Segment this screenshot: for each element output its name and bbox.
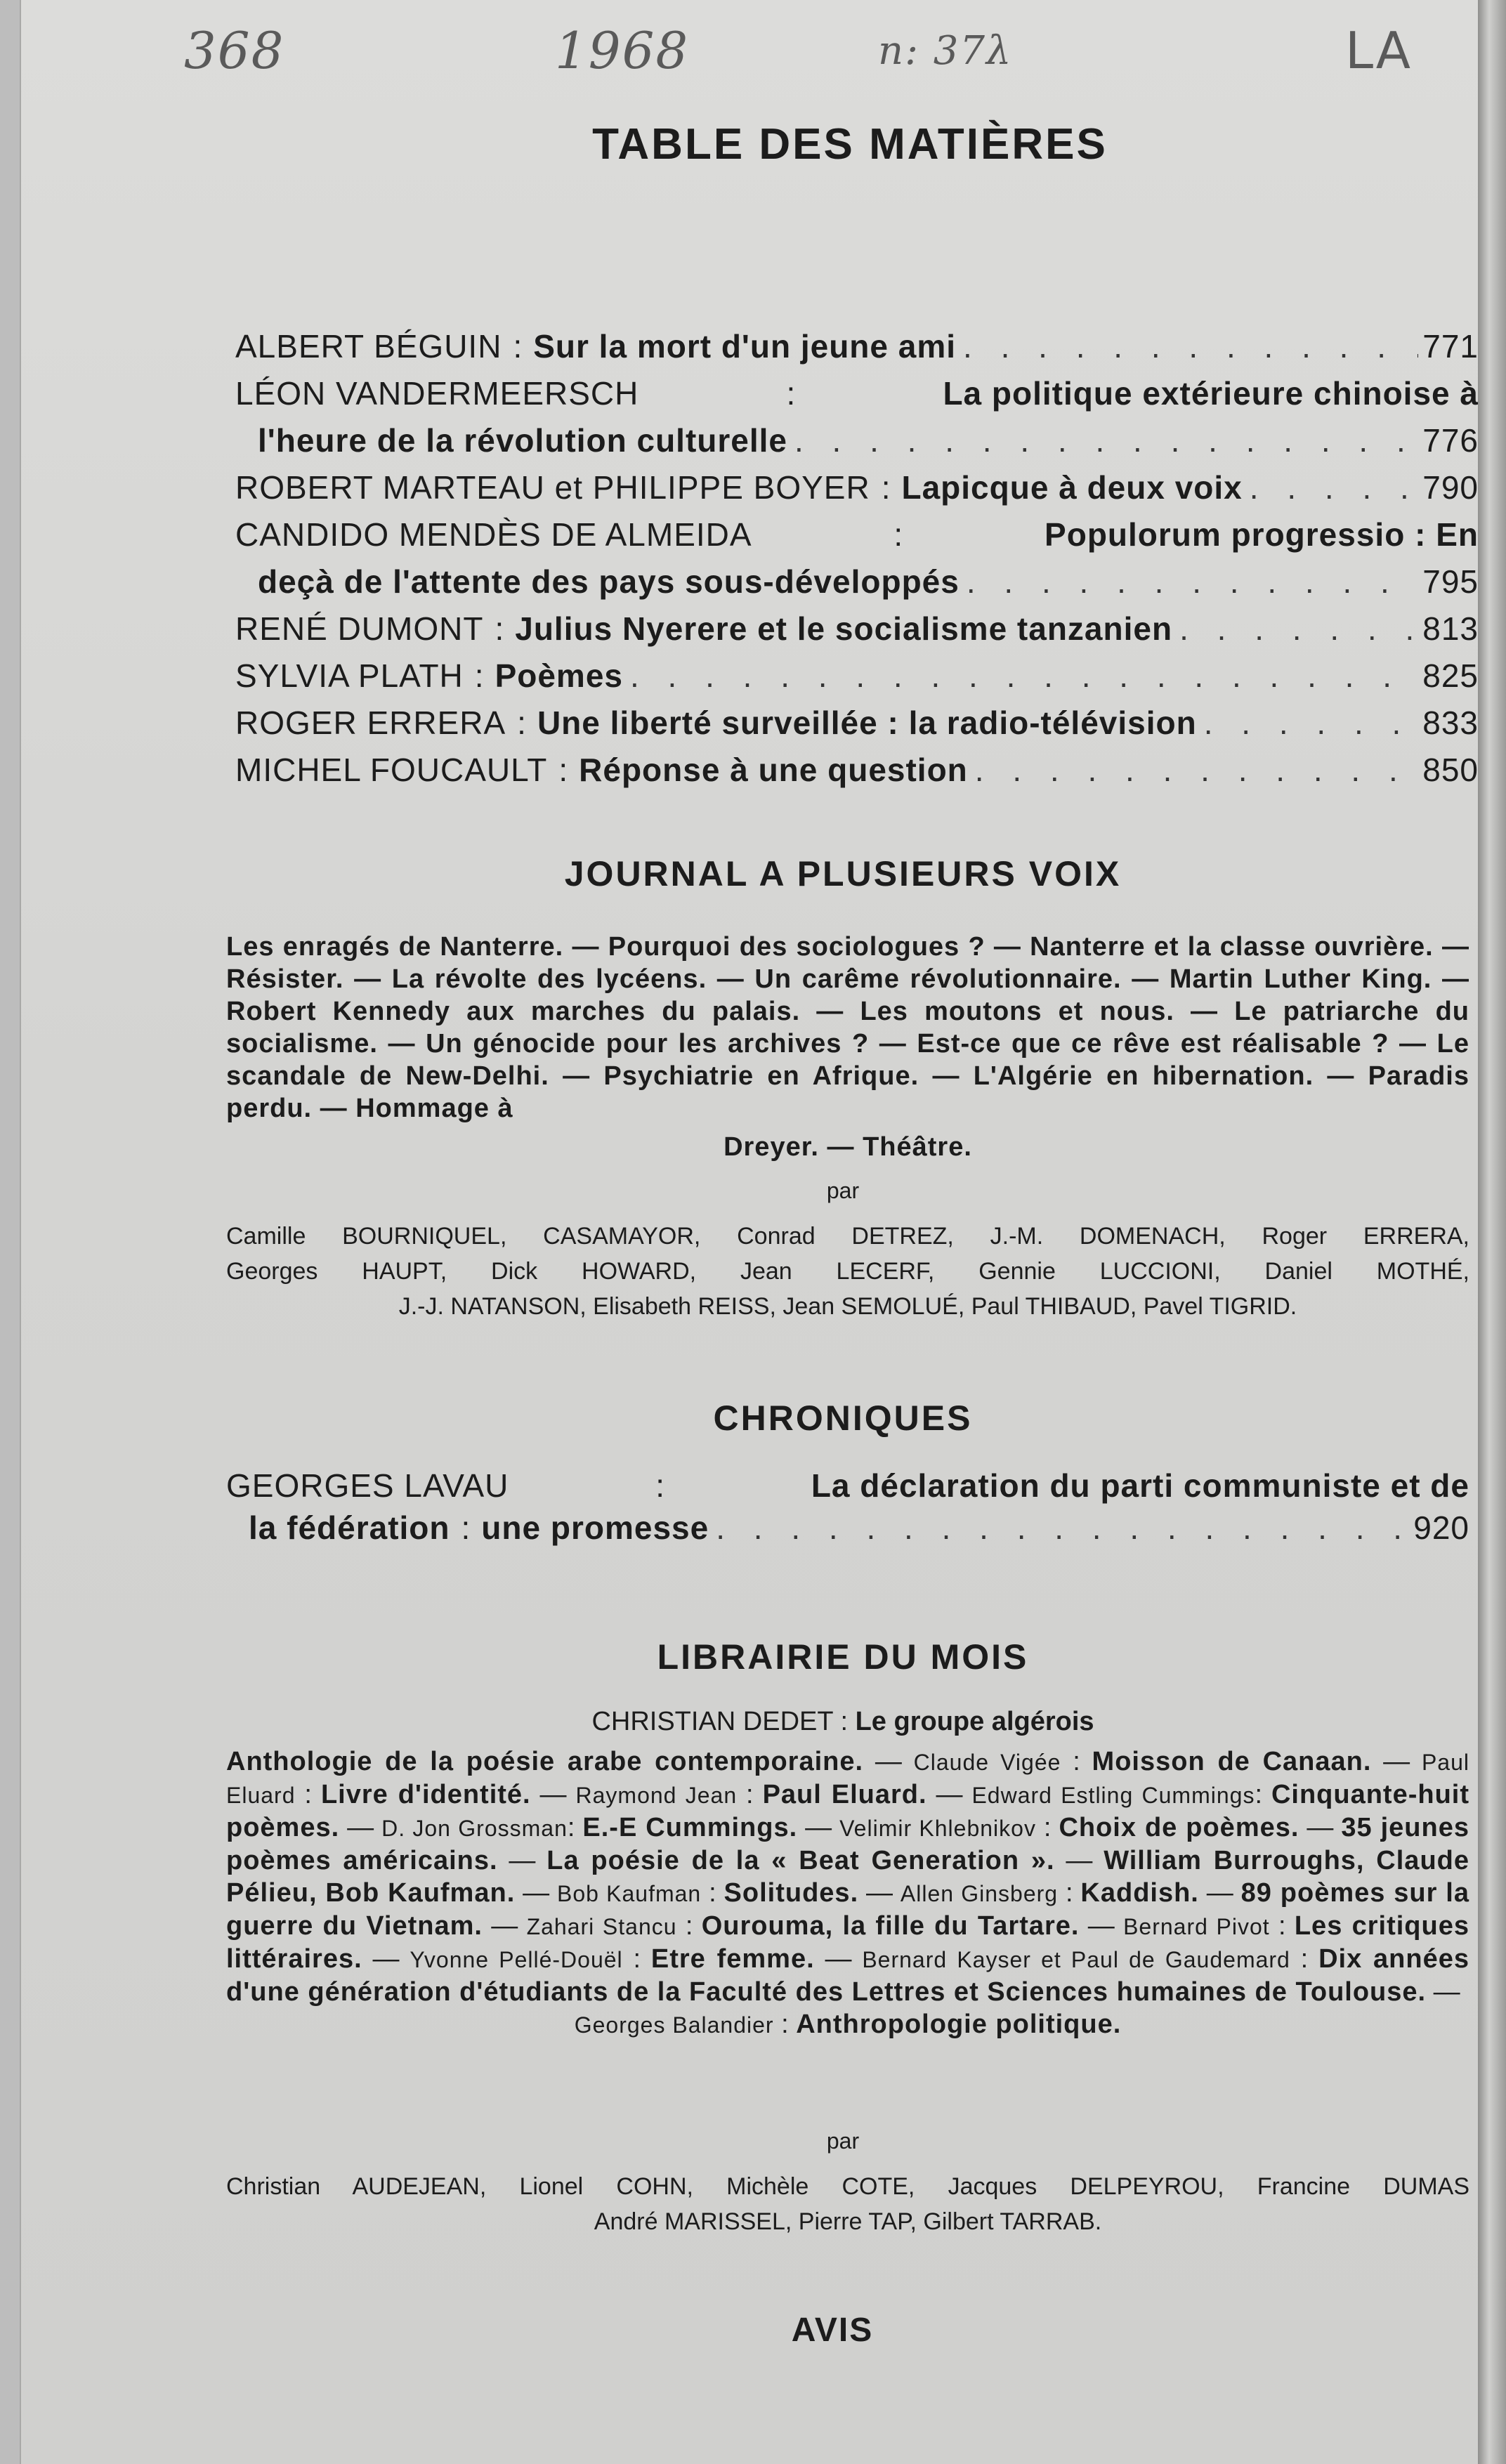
review-title: E.-E Cummings. (582, 1813, 798, 1842)
librairie-lead-title: Le groupe algérois (855, 1707, 1094, 1736)
toc-entry[interactable]: ROGER ERRERA : Une liberté surveillée : la radio-télévision . . . 833 (235, 700, 1479, 747)
review-title: Anthropologie politique. (796, 2010, 1122, 2039)
toc-entry[interactable]: CANDIDO MENDÈS DE ALMEIDA : Populorum progressio : En deçà de l'attente des pays sous-développés . . . 795 (235, 511, 1479, 605)
avis-heading: AVIS (791, 2312, 874, 2349)
toc-author: LÉON VANDERMEERSCH (235, 375, 639, 412)
review-title: 35 jeunes poèmes américains. (226, 1813, 1469, 1875)
review-author: Raymond Jean (575, 1783, 738, 1808)
journal-heading: JOURNAL A PLUSIEURS VOIX (564, 854, 1122, 893)
librairie-contributors-line: André MARISSEL, Pierre TAP, Gilbert TARRAB. (594, 2208, 1102, 2235)
toc-entry[interactable]: ALBERT BÉGUIN : Sur la mort d'un jeune ami . . . 771 (235, 323, 1479, 370)
review-title: Cinquante-huit poèmes. (226, 1780, 1470, 1842)
journal-par: par (826, 1178, 860, 1203)
review-title: Moisson de Canaan. (1092, 1747, 1372, 1776)
toc-author: ALBERT BÉGUIN (235, 328, 502, 365)
toc-list (235, 323, 1479, 794)
toc-page: 771 (1422, 328, 1479, 365)
toc-page: 813 (1422, 610, 1479, 647)
toc-author: MICHEL FOUCAULT (235, 752, 548, 788)
leader-dots (956, 323, 1418, 370)
review-author: Velimir Khlebnikov (839, 1816, 1036, 1841)
toc-title: Julius Nyerere et le socialisme tanzanien (515, 610, 1173, 647)
leader-dots (1197, 700, 1418, 747)
review-title: Ourouma, la fille du Tartare. (701, 1911, 1080, 1941)
toc-title: Lapicque à deux voix (901, 469, 1243, 506)
review-title: 89 poèmes sur la guerre du Vietnam. (226, 1878, 1469, 1941)
handwritten-note-number: n: 37λ (878, 28, 1013, 74)
journal-items-last: Dreyer. — Théâtre. (723, 1132, 972, 1162)
review-author: Bernard Pivot (1123, 1914, 1270, 1939)
librairie-lead: CHRISTIAN DEDET : Le groupe algérois (591, 1707, 1094, 1736)
toc-entry[interactable]: RENÉ DUMONT : Julius Nyerere et le socialisme tanzanien . . . 813 (235, 605, 1479, 653)
binding-edge (1478, 0, 1506, 2464)
review-title: Paul Eluard. (762, 1780, 927, 1809)
review-author: Edward Estling Cummings (971, 1783, 1255, 1808)
page-title: TABLE DES MATIÈRES (592, 120, 1108, 169)
toc-page: 825 (1422, 657, 1479, 694)
librairie-par: par (826, 2128, 860, 2154)
toc-title: Réponse à une question (579, 752, 968, 788)
toc-title-cont: deçà de l'attente des pays sous-développés (258, 563, 960, 600)
review-title: La poésie de la « Beat Generation ». (546, 1846, 1055, 1875)
review-author: Allen Ginsberg (900, 1881, 1059, 1906)
review-title: Solitudes. (723, 1878, 859, 1908)
review-author: Bob Kaufman (557, 1881, 702, 1906)
journal-contributors-line: Georges HAUPT, Dick HOWARD, Jean LECERF, Gennie LUCCIONI, Daniel MOTHÉ, (226, 1258, 1469, 1285)
leader-dots (968, 747, 1418, 794)
review-author: Paul Eluard (226, 1750, 1469, 1808)
review-author: Bernard Kayser et Paul de Gaudemard (862, 1947, 1290, 1972)
chron-page: 920 (1413, 1509, 1469, 1546)
toc-entry[interactable]: LÉON VANDERMEERSCH : La politique extérieure chinoise à l'heure de la révolution culturelle . . . 776 (235, 370, 1479, 464)
review-author: Georges Balandier (574, 2012, 774, 2038)
leader-dots (1172, 605, 1418, 653)
review-title: Kaddish. (1080, 1878, 1199, 1908)
handwritten-note-year: 1968 (555, 21, 690, 80)
chroniques-heading: CHRONIQUES (713, 1398, 973, 1438)
toc-author: SYLVIA PLATH (235, 657, 464, 694)
toc-title: Populorum progressio : En (1045, 516, 1479, 553)
toc-entry[interactable]: SYLVIA PLATH : Poèmes . . . 825 (235, 653, 1479, 700)
librairie-heading: LIBRAIRIE DU MOIS (657, 1637, 1029, 1677)
review-author: Zahari Stancu (526, 1914, 677, 1939)
leader-dots (960, 558, 1418, 605)
toc-page: 776 (1422, 422, 1479, 459)
review-title: Anthologie de la poésie arabe contemporaine. (226, 1747, 864, 1776)
leader-dots (623, 653, 1418, 700)
toc-author: CANDIDO MENDÈS DE ALMEIDA (235, 516, 752, 553)
review-title: Etre femme. (650, 1944, 815, 1974)
librairie-reviews: Anthologie de la poésie arabe contemporaine. — Claude Vigée : Moisson de Canaan. — Paul Eluard : Livre d'identité. — Raymond Jean : Paul Eluard. — Edward Estling Cummings: Cinquante-huit poèmes. — D. Jon Grossman: E.-E Cummings. — Velimir Khlebnikov : Choix de poèmes. — 35 jeunes poèmes américains. — La poésie de la « Beat Generation ». — William Burroughs, Claude Pélieu, Bob Kaufman. — Bob Kaufman : Solitudes. — Allen Ginsberg : Kaddish. — 89 poèmes sur la guerre du Vietnam. — Zahari Stancu : Ourouma, la fille du Tartare. — Bernard Pivot : Les critiques littéraires. — Yvonne Pellé-Douël : Etre femme. — Bernard Kayser et Paul de Gaudemard : Dix années d'une génération d'étudiants de la Faculté des Lettres et Sciences humaines de Toulouse. — Georges Balandier : Anthropologie politique. (226, 1747, 1470, 2039)
toc-page: 790 (1422, 469, 1479, 506)
journal-contributors-line: J.-J. NATANSON, Elisabeth REISS, Jean SEMOLUÉ, Paul THIBAUD, Pavel TIGRID. (398, 1293, 1297, 1320)
review-author: Yvonne Pellé-Douël (410, 1947, 623, 1972)
toc-author: RENÉ DUMONT (235, 610, 484, 647)
chroniques-entry[interactable]: GEORGES LAVAU : La déclaration du parti communiste et de la fédération : une promesse . . . 920 (226, 1464, 1469, 1549)
review-title: Dix années d'une génération d'étudiants de la Faculté des Lettres et Sciences humaines de Toulouse. (226, 1944, 1469, 2007)
toc-title-cont: l'heure de la révolution culturelle (258, 422, 787, 459)
review-title: Choix de poèmes. (1059, 1813, 1299, 1842)
toc-title: La politique extérieure chinoise à (943, 375, 1479, 412)
chron-title-cont: une promesse (481, 1509, 709, 1546)
toc-entry[interactable]: ROBERT MARTEAU et PHILIPPE BOYER : Lapicque à deux voix . . . 790 (235, 464, 1479, 511)
review-author: Claude Vigée (913, 1750, 1061, 1775)
leader-dots (1243, 464, 1418, 511)
toc-title: Sur la mort d'un jeune ami (533, 328, 957, 365)
chron-title-cont: la fédération (249, 1509, 450, 1546)
journal-contributors-line: Camille BOURNIQUEL, CASAMAYOR, Conrad DETREZ, J.-M. DOMENACH, Roger ERRERA, (226, 1223, 1469, 1250)
handwritten-note-la: LA (1345, 21, 1413, 80)
toc-page: 833 (1422, 705, 1479, 741)
chron-title: La déclaration du parti communiste et de (811, 1467, 1469, 1504)
review-author: D. Jon Grossman (381, 1816, 568, 1841)
toc-page: 850 (1422, 752, 1479, 788)
toc-entry[interactable]: MICHEL FOUCAULT : Réponse à une question . . . 850 (235, 747, 1479, 794)
toc-author: ROBERT MARTEAU et PHILIPPE BOYER (235, 469, 870, 506)
handwritten-note-368: 368 (184, 21, 285, 80)
toc-title: Une liberté surveillée : la radio-télévision (537, 705, 1197, 741)
chron-author: GEORGES LAVAU (226, 1467, 509, 1504)
librairie-contributors-line: Christian AUDEJEAN, Lionel COHN, Michèle COTE, Jacques DELPEYROU, Francine DUMAS (226, 2173, 1469, 2200)
toc-author: ROGER ERRERA (235, 705, 506, 741)
review-title: Livre d'identité. (320, 1780, 531, 1809)
toc-title: Poèmes (495, 657, 623, 694)
leader-dots (787, 417, 1418, 464)
journal-items: Les enragés de Nanterre. — Pourquoi des sociologues ? — Nanterre et la classe ouvrière. — Résister. — La révolte des lycéens. — Un carême révolutionnaire. — Martin Luther King. — Robert Kennedy aux marches du palais. — Les moutons et nous. — Le patriarche du socialisme. — Un génocide pour les archives ? — Est-ce que ce rêve est réalisable ? — Le scandale de New-Delhi. — Psychiatrie en Afrique. — L'Algérie en hibernation. — Paradis perdu. — Hommage à (226, 932, 1469, 1123)
review-title: Les critiques littéraires. (226, 1911, 1469, 1974)
leader-dots (709, 1507, 1409, 1549)
toc-page: 795 (1422, 563, 1479, 600)
review-title: William Burroughs, Claude Pélieu, Bob Kaufman. (226, 1846, 1469, 1908)
librairie-lead-author: CHRISTIAN DEDET (591, 1707, 833, 1736)
